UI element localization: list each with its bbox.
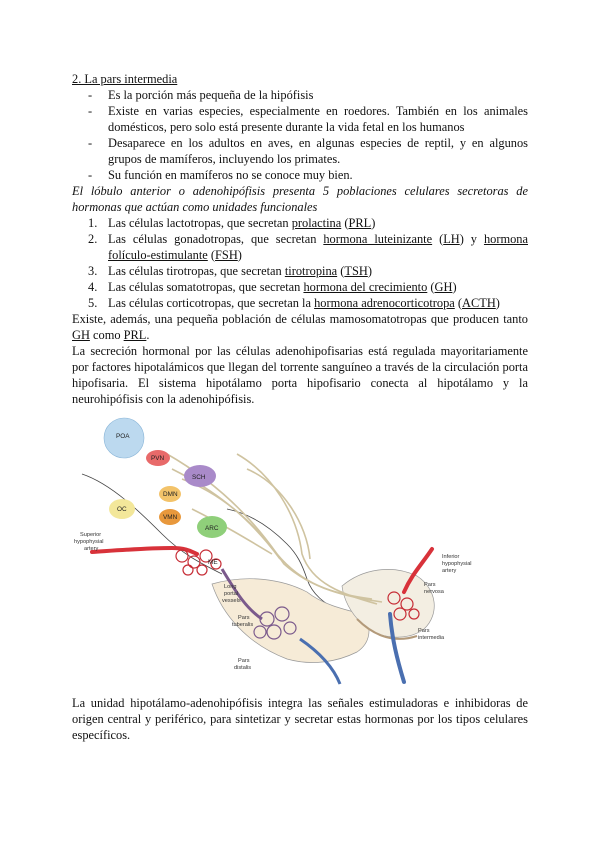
svg-text:Pars: Pars: [424, 582, 436, 588]
bullet-marker: -: [88, 168, 93, 182]
hormone-link: tirotropina: [284, 264, 338, 278]
section-heading: 2. La pars intermedia: [72, 72, 178, 86]
cell-populations-list: [88, 215, 528, 311]
list-item: 4. Las células somatotropas, que secretan hormona del crecimiento (GH): [88, 280, 457, 294]
svg-text:artery: artery: [442, 568, 457, 574]
svg-text:PVN: PVN: [151, 455, 165, 462]
list-item: 3. Las células tirotropas, que secretan tirotropina (TSH): [88, 264, 372, 278]
list-item: - Es la porción más pequeña de la hipófisis: [88, 88, 314, 102]
svg-text:ARC: ARC: [205, 525, 219, 532]
list-item: 2. Las células gonadotropas, que secretan hormona luteinizante (LH) y hormona folículo-estimulante (FSH): [88, 232, 528, 262]
hormone-link: hormona luteinizante: [323, 232, 433, 246]
hormone-link: prolactina: [291, 216, 342, 230]
svg-text:Pars: Pars: [238, 658, 250, 664]
list-item: 5. Las células corticotropas, que secretan la hormona adrenocorticotropa (ACTH): [88, 296, 500, 310]
anterior-lobe-intro: El lóbulo anterior o adenohipófisis presenta 5 poblaciones celulares secretoras de hormonas que actúan como unidades funcionales: [72, 184, 528, 214]
svg-text:Superior: Superior: [80, 532, 102, 538]
me-label: ME: [208, 559, 218, 566]
hormone-link: hormona adrenocorticotropa: [314, 296, 455, 310]
svg-text:portal: portal: [224, 591, 238, 597]
pvn-nucleus: [146, 450, 170, 466]
bullet-marker: -: [88, 88, 93, 102]
superior-artery-vessel: [92, 548, 197, 554]
list-item: - Desaparece en los adultos en aves, en algunas especies de reptil, y en algunos grupos de mamíferos, incluyendo los primates.: [88, 136, 528, 166]
svg-text:tuberalis: tuberalis: [232, 622, 254, 628]
mammosomatotropes-paragraph: Existe, además, una pequeña población de células mamosomatotropas que producen tanto GH como PRL.: [72, 312, 528, 342]
arc-nucleus: [197, 516, 227, 538]
dmn-nucleus: [159, 486, 181, 502]
hypothalamus-pituitary-figure: [72, 414, 532, 692]
vmn-nucleus: [159, 509, 181, 525]
svg-text:nervosa: nervosa: [424, 589, 444, 595]
list-item: - Su función en mamíferos no se conoce muy bien.: [88, 168, 353, 182]
label-pars-distalis: [234, 658, 251, 671]
label-pars-intermedia: [418, 628, 445, 641]
svg-text:vessels: vessels: [222, 598, 241, 604]
hormone-link: hormona del crecimiento: [303, 280, 428, 294]
list-item: - Existe en varias especies, especialmente en roedores. También en los animales domésticos, pero solo está presente durante la vida fetal en los humanos: [88, 104, 528, 134]
label-pars-nervosa: [424, 582, 445, 595]
svg-text:distalis: distalis: [234, 665, 252, 671]
svg-text:Long: Long: [224, 584, 237, 590]
poa-nucleus: [104, 418, 144, 458]
hormone-link: hormona folículo-estimulante: [108, 232, 528, 262]
oc-nucleus: [109, 499, 135, 519]
sch-nucleus: [184, 465, 216, 487]
svg-text:intermedia: intermedia: [418, 635, 445, 641]
svg-text:POA: POA: [116, 433, 130, 440]
label-inferior-artery: [442, 554, 472, 574]
secretion-paragraph: La secreción hormonal por las células adenohipofisarias está regulada mayoritariamente por factores hipotalámicos que llegan del torrente sanguíneo a través de la circulación porta hipofisaria. El sistema hipotálamo porta hipofisario conecta al hipotálamo y la neurohipófisis con la adenohipófisis.: [72, 344, 528, 406]
pars-intermedia-list: [88, 87, 528, 183]
svg-text:Pars: Pars: [418, 628, 430, 634]
svg-text:SCH: SCH: [192, 474, 206, 481]
svg-text:Inferior: Inferior: [442, 554, 460, 560]
svg-text:hypophysial: hypophysial: [442, 561, 472, 567]
svg-text:Pars: Pars: [238, 615, 250, 621]
svg-text:OC: OC: [117, 506, 127, 513]
list-item: 1. Las células lactotropas, que secretan prolactina (PRL): [88, 216, 376, 230]
figure-svg: [72, 414, 532, 692]
svg-text:DMN: DMN: [163, 491, 178, 498]
bullet-marker: -: [88, 136, 93, 150]
closing-paragraph: La unidad hipotálamo-adenohipófisis integra las señales estimuladoras e inhibidoras de origen central y periférico, para sintetizar y secretar estas hormonas por los tipos celulares específicos.: [72, 696, 528, 742]
svg-text:hypophysial: hypophysial: [74, 539, 104, 545]
svg-text:VMN: VMN: [163, 514, 178, 521]
bullet-marker: -: [88, 104, 93, 118]
svg-text:artery: artery: [84, 546, 99, 552]
label-superior-artery: [74, 532, 104, 552]
